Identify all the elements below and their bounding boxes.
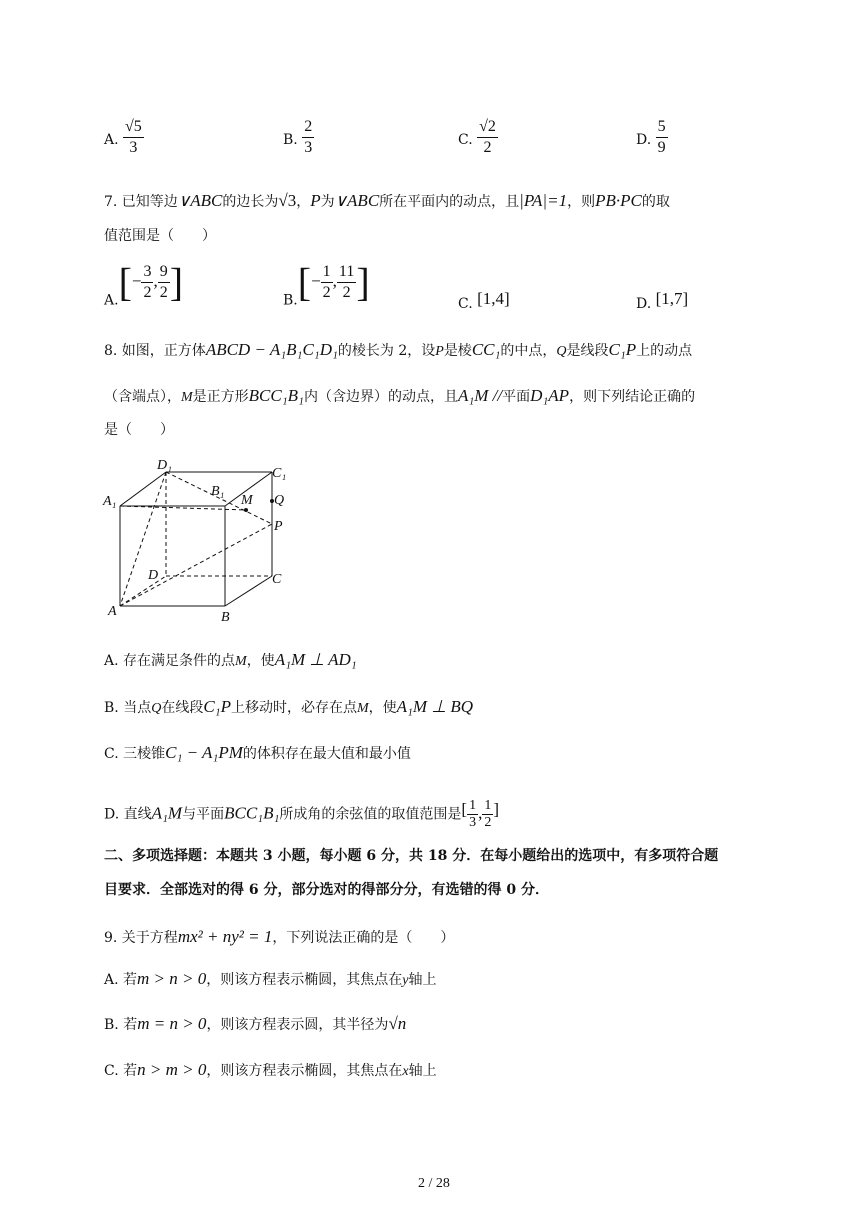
q7-option-b: B.[− $\frac{1}{2}$ , $\frac{11}{2}$ ] [283,259,370,309]
section2-heading-line1: 二、多项选择题：本题共 3 小题，每小题 6 分，共 18 分．在每小题给出的选项中，有多项符合题 [104,848,719,864]
q8-option-d: D. 直线A₁M与平面BCC₁B₁所成角的余弦值的取值范围是[ $\frac{1}{3}$ , $\frac{1}{2}$ ] [104,798,499,830]
point-m [244,508,248,512]
q7-option-c: C. [1,4] [458,289,510,312]
q6-option-d [636,117,668,158]
option-label: D. [636,132,652,148]
option-label: B. [283,132,298,148]
label-b1: B₁ [211,484,225,499]
q9-option-c: C. 若n > m > 0，则该方程表示椭圆，其焦点在x轴上 [104,1060,437,1079]
label-b: B [221,610,230,625]
label-a1: A₁ [103,494,117,509]
q9-option-b: B. 若m = n > 0，则该方程表示圆，其半径为√n [104,1014,407,1033]
q7-stem-line2: 值范围是（ ） [104,228,216,244]
fraction: $\frac{√2}{2}$ [479,118,496,156]
q8-option-c: C. 三棱锥C₁ − A₁PM的体积存在最大值和最小值 [104,743,411,762]
label-d: D [148,568,159,583]
label-d1: D₁ [157,458,172,473]
label-c1: C₁ [272,466,287,481]
q6-option-b [283,117,314,158]
section2-heading-line2: 目要求．全部选对的得 6 分，部分选对的得部分分，有选错的得 0 分． [104,882,549,898]
label-a: A [108,604,117,619]
q6-option-c [458,117,498,158]
fraction: $\frac{5}{9}$ [657,118,666,156]
fraction: $\frac{√5}{3}$ [125,118,142,156]
label-p: P [274,519,283,534]
q8-option-b: B. 当点Q在线段C₁P上移动时，必存在点M，使A₁M ⊥ BQ [104,697,474,716]
label-m: M [241,493,253,508]
q7-option-d: D. [1,7] [636,289,689,312]
page-number: 2 / 28 [418,1176,450,1191]
q9-stem: 9. 关于方程mx² + ny² = 1，下列说法正确的是（ ） [104,927,455,946]
q8-option-a: A. 存在满足条件的点M，使A₁M ⊥ AD₁ [104,650,357,669]
triangle-abc: ∨ABC [177,191,223,210]
fraction: $\frac{2}{3}$ [304,118,313,156]
q8-stem-line1: 8. 如图，正方体ABCD − A₁B₁C₁D₁的棱长为 2，设P是棱CC₁的中点，Q是线段C₁P上的动点 [104,340,693,359]
q9-option-a: A. 若m > n > 0，则该方程表示椭圆，其焦点在y轴上 [104,969,437,988]
q8-stem-line2: （含端点），M是正方形BCC₁B₁内（含边界）的动点，且A₁M //平面D₁AP，则下列结论正确的 [104,386,696,405]
option-label: C. [458,132,473,148]
option-label: A. [104,132,119,148]
cube-figure [100,455,300,630]
q7-option-a: A.[− $\frac{3}{2}$ , $\frac{9}{2}$ ] [104,259,184,309]
q8-stem-line3: 是（ ） [104,422,174,438]
label-q: Q [274,493,285,508]
q6-option-a [104,117,144,158]
label-c: C [272,572,282,587]
q7-stem-line1: 7. 已知等边∨ABC的边长为√3，P为∨ABC所在平面内的动点，且|PA|=1，则PB·PC的取 [104,191,670,210]
